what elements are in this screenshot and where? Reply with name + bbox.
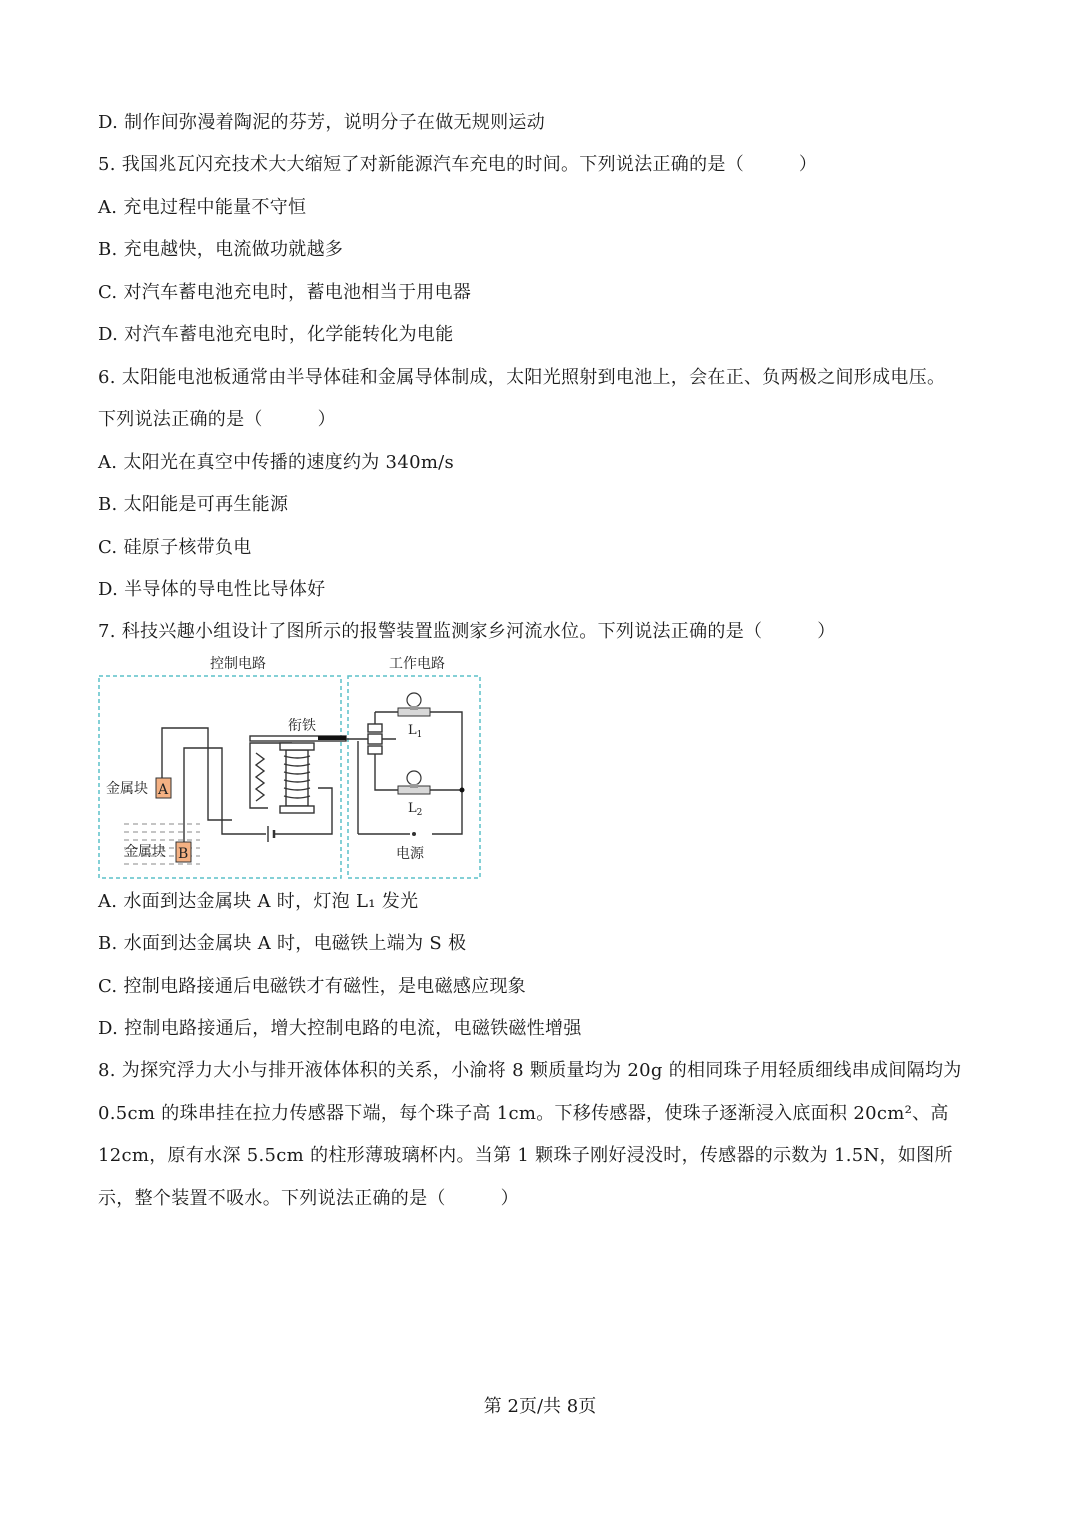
junction-dot: [460, 788, 465, 793]
page-footer: 第 2页/共 8页: [483, 1396, 597, 1417]
q7-option-d: D. 控制电路接通后，增大控制电路的电流，电磁铁磁性增强: [98, 1018, 582, 1039]
wire-lamp2-feed: [375, 754, 398, 790]
power-label: 电源: [396, 846, 424, 862]
q5-stem: 5. 我国兆瓦闪充技术大大缩短了对新能源汽车充电的时间。下列说法正确的是（ ）: [98, 154, 818, 175]
q6-stem-line1: 6. 太阳能电池板通常由半导体硅和金属导体制成，太阳光照射到电池上，会在正、负两极之间形成电压。: [98, 367, 946, 388]
q4-option-d: D. 制作间弥漫着陶泥的芬芳，说明分子在做无规则运动: [98, 112, 546, 133]
lamp-2-icon: [398, 771, 430, 794]
metal-block-b-label: 金属块: [124, 844, 166, 860]
lamp-1-icon: [398, 693, 430, 716]
contact-upper: [368, 724, 382, 732]
metal-block-a-label: 金属块: [106, 781, 148, 797]
power-terminal-left: [412, 832, 416, 836]
q8-stem-line2: 0.5cm 的珠串挂在拉力传感器下端，每个珠子高 1cm。下移传感器，使珠子逐渐浸入底面积 20cm²、高: [98, 1103, 949, 1124]
q5-option-c: C. 对汽车蓄电池充电时，蓄电池相当于用电器: [98, 282, 472, 303]
work-circuit-label: 工作电路: [389, 656, 445, 672]
wire-b: [184, 748, 266, 848]
coil-cap-top: [280, 743, 314, 750]
q6-stem-line2: 下列说法正确的是（ ）: [98, 409, 336, 430]
armature-label: 衔铁: [288, 718, 316, 734]
contact-middle: [368, 734, 382, 744]
q6-option-c: C. 硅原子核带负电: [98, 537, 252, 558]
q7-option-a: A. 水面到达金属块 A 时，灯泡 L₁ 发光: [98, 891, 419, 912]
q7-option-b: B. 水面到达金属块 A 时，电磁铁上端为 S 极: [98, 933, 467, 954]
q6-option-b: B. 太阳能是可再生能源: [98, 494, 289, 515]
spring: [256, 753, 264, 801]
q8-stem-line1: 8. 为探究浮力大小与排开液体体积的关系，小渝将 8 颗质量均为 20g 的相同珠子用轻质细线串成间隔均为: [98, 1060, 962, 1081]
q6-option-a: A. 太阳光在真空中传播的速度约为 340m/s: [98, 452, 455, 473]
wire-lamp1-right: [430, 712, 462, 834]
lamp-1-label: $L_1$: [408, 723, 423, 740]
q7-stem: 7. 科技兴趣小组设计了图所示的报警装置监测家乡河流水位。下列说法正确的是（ ）: [98, 621, 836, 642]
q5-option-a: A. 充电过程中能量不守恒: [98, 197, 307, 218]
q5-option-b: B. 充电越快，电流做功就越多: [98, 239, 344, 260]
q8-stem-line3: 12cm，原有水深 5.5cm 的柱形薄玻璃杯内。当第 1 颗珠子刚好浸没时，传感器的示数为 1.5N，如图所: [98, 1145, 953, 1166]
q8-stem-line4: 示，整个装置不吸水。下列说法正确的是（ ）: [98, 1188, 519, 1209]
control-circuit-label: 控制电路: [210, 656, 266, 672]
lamp-2-label: $L_2$: [408, 801, 423, 818]
alarm-circuit-diagram: [96, 648, 486, 882]
contact-lower: [368, 746, 382, 754]
metal-block-b-letter: B: [178, 846, 189, 862]
metal-block-a-letter: A: [158, 782, 169, 798]
q5-option-d: D. 对汽车蓄电池充电时，化学能转化为电能: [98, 324, 454, 345]
q7-option-c: C. 控制电路接通后电磁铁才有磁性，是电磁感应现象: [98, 976, 527, 997]
coil-cap-bottom: [280, 806, 314, 813]
q6-option-d: D. 半导体的导电性比导体好: [98, 579, 326, 600]
